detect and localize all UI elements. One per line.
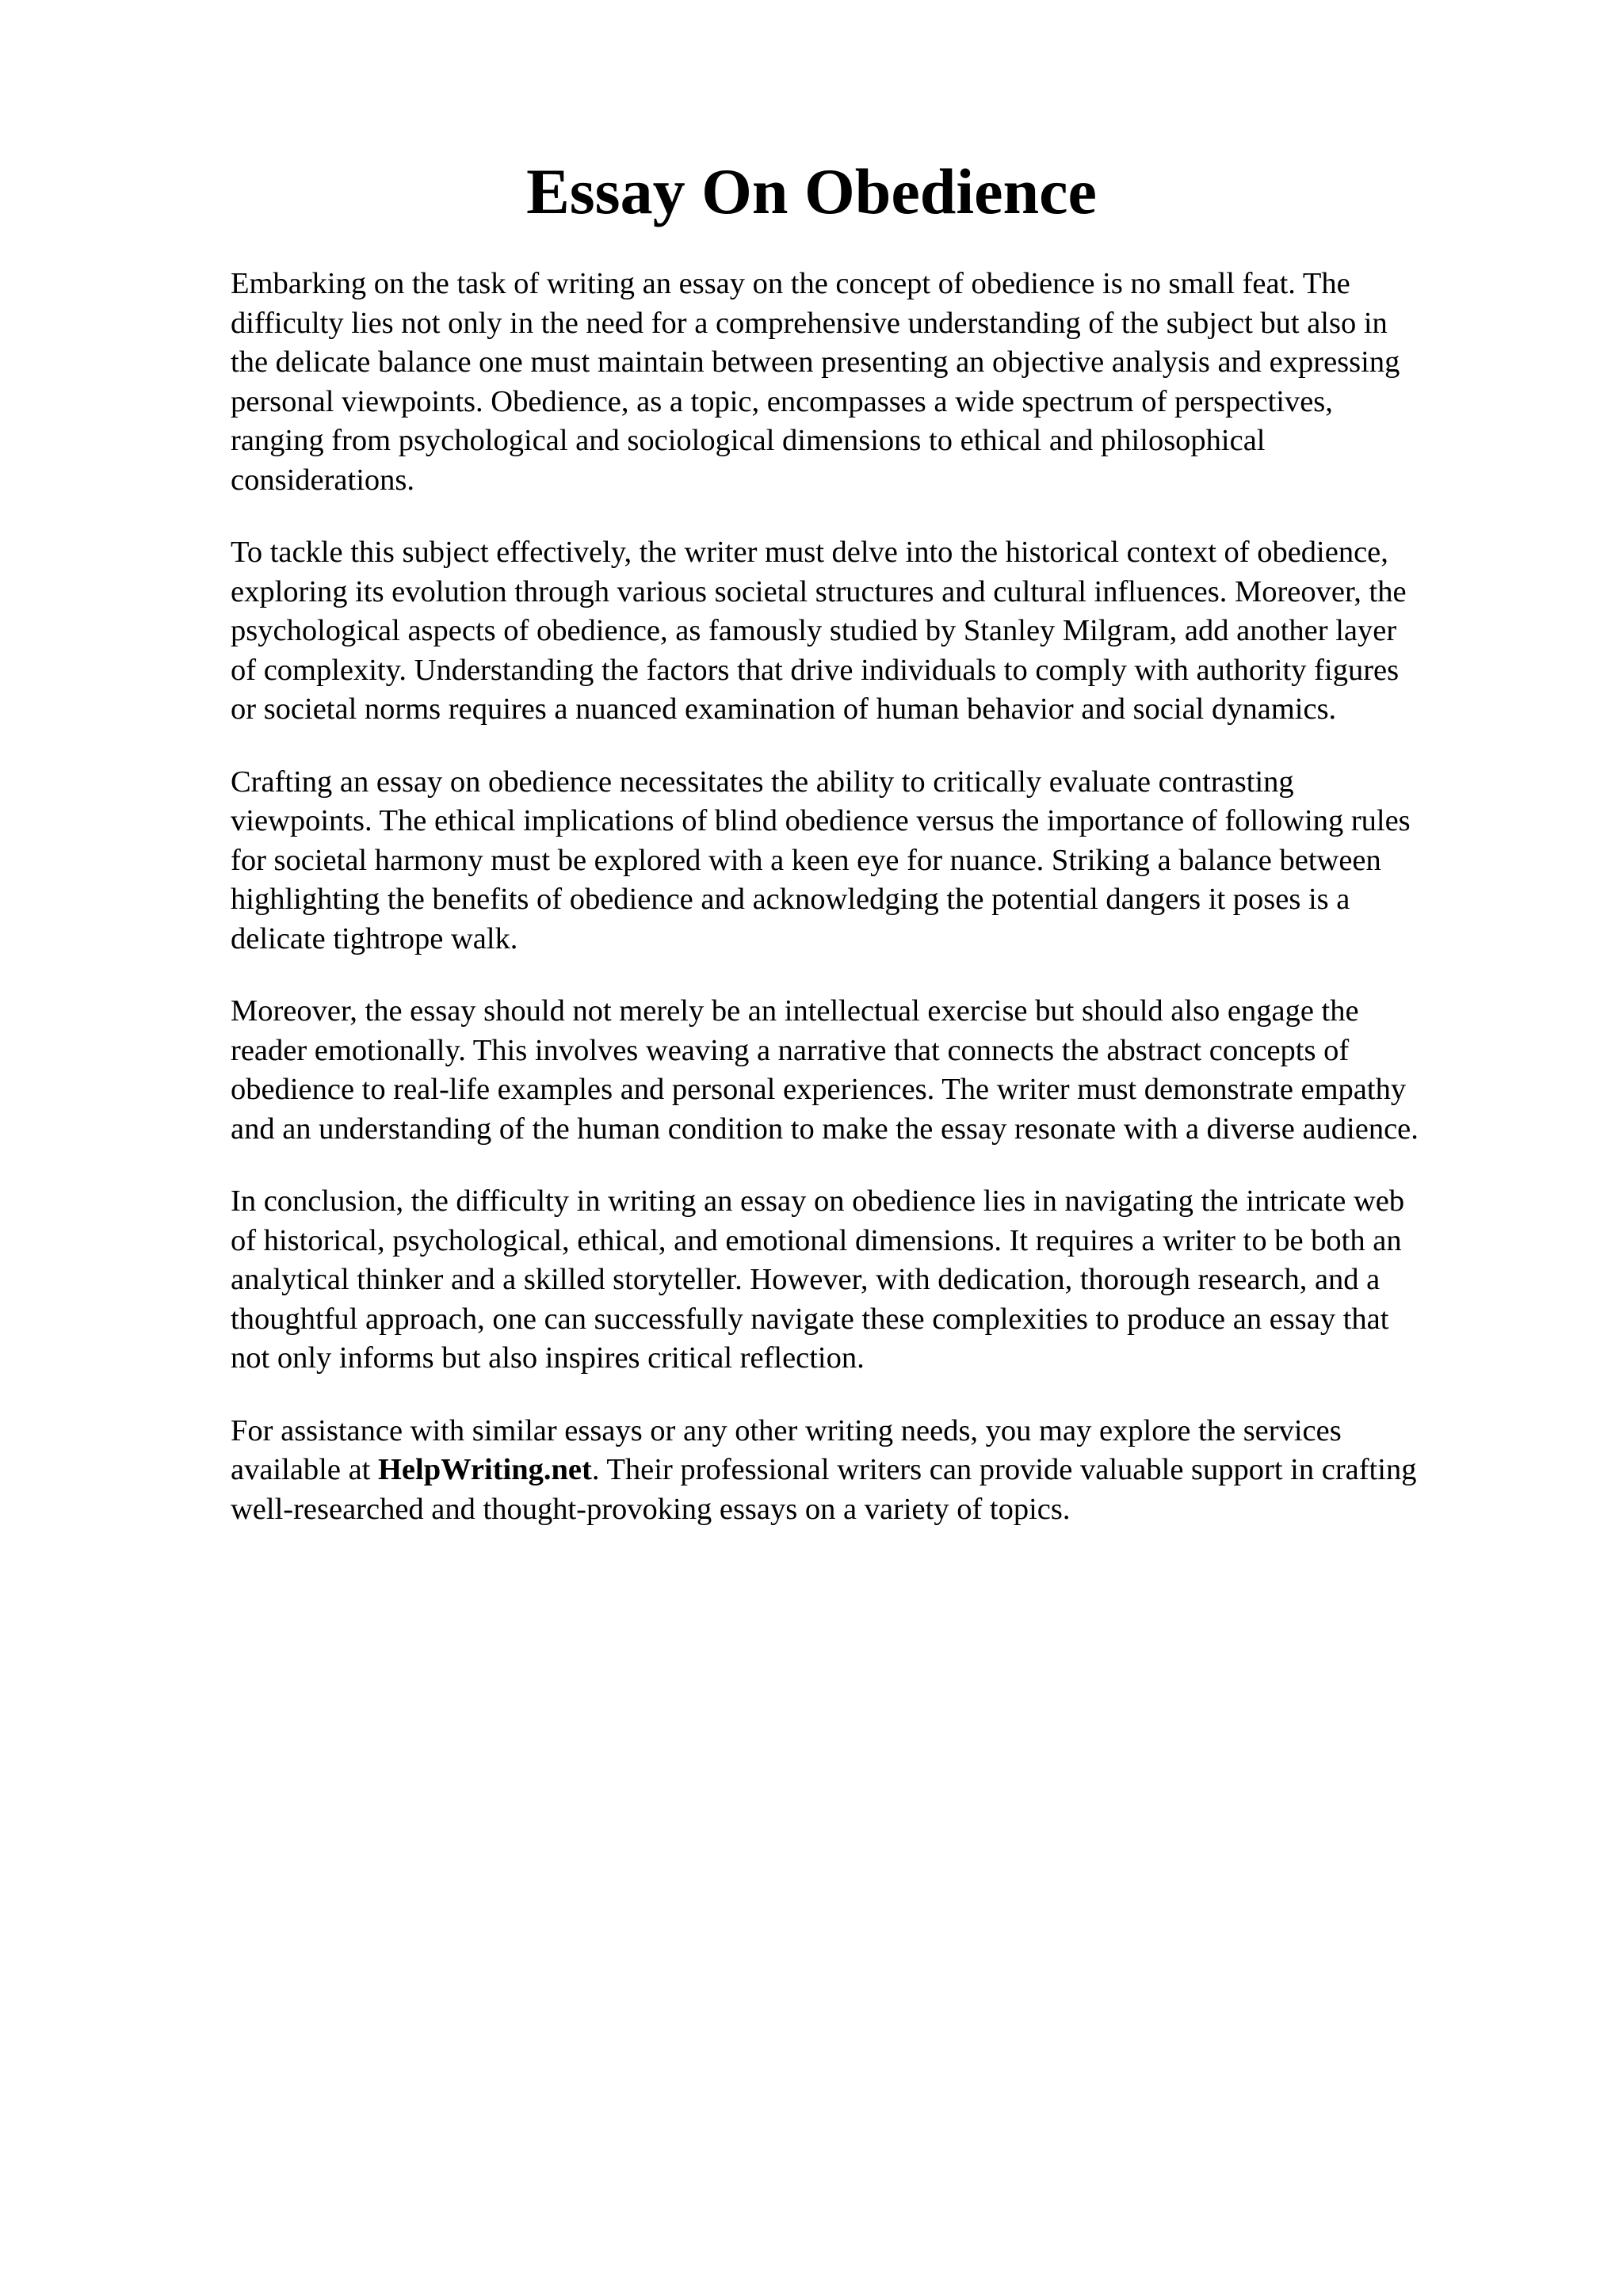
paragraph-5: [231, 1182, 1530, 1379]
paragraph-1: [231, 265, 1530, 500]
paragraph-closing: [231, 1412, 1530, 1530]
text-line: viewpoints. The ethical implications of blind obedience versus the importance of following rules: [231, 804, 1411, 837]
text-line: of complexity. Understanding the factors that drive individuals to comply with authority figures: [231, 653, 1400, 687]
text-line-with-link: [231, 1451, 1530, 1490]
text-line: the delicate balance one must maintain between presenting an objective analysis and expressing: [231, 345, 1400, 379]
text-segment: available at: [231, 1453, 378, 1486]
text-line: psychological aspects of obedience, as famously studied by Stanley Milgram, add another layer: [231, 614, 1397, 647]
text-line: well-researched and thought-provoking essays on a variety of topics.: [231, 1492, 1071, 1526]
text-line: Embarking on the task of writing an essay on the concept of obedience is no small feat. The: [231, 267, 1350, 300]
text-line: or societal norms requires a nuanced examination of human behavior and social dynamics.: [231, 692, 1337, 726]
paragraph-3: [231, 763, 1530, 959]
page-title: Essay On Obedience: [526, 155, 1097, 227]
text-line: To tackle this subject effectively, the writer must delve into the historical context of obedience,: [231, 536, 1388, 569]
paragraph-2: [231, 533, 1530, 730]
text-line: personal viewpoints. Obedience, as a topic, encompasses a wide spectrum of perspectives,: [231, 384, 1333, 418]
text-line: and an understanding of the human condition to make the essay resonate with a diverse audience.: [231, 1112, 1419, 1146]
text-line: difficulty lies not only in the need for a comprehensive understanding of the subject but also in: [231, 306, 1388, 340]
text-line: not only informs but also inspires critical reflection.: [231, 1341, 865, 1375]
text-line: analytical thinker and a skilled storyteller. However, with dedication, thorough research, and a: [231, 1263, 1381, 1296]
essay-body: [231, 265, 1530, 1562]
paragraph-4: [231, 992, 1530, 1149]
text-line: ranging from psychological and sociological dimensions to ethical and philosophical: [231, 424, 1266, 457]
text-line: Crafting an essay on obedience necessitates the ability to critically evaluate contrasting: [231, 765, 1294, 799]
text-line: highlighting the benefits of obedience and acknowledging the potential dangers it poses is a: [231, 883, 1350, 916]
text-line: Moreover, the essay should not merely be an intellectual exercise but should also engage the: [231, 994, 1359, 1028]
text-line: In conclusion, the difficulty in writing an essay on obedience lies in navigating the intricate web: [231, 1184, 1405, 1218]
text-line: For assistance with similar essays or any other writing needs, you may explore the services: [231, 1413, 1342, 1447]
text-line: delicate tightrope walk.: [231, 921, 518, 955]
text-line: thoughtful approach, one can successfully navigate these complexities to produce an essay that: [231, 1302, 1389, 1336]
text-line: for societal harmony must be explored with a keen eye for nuance. Striking a balance between: [231, 843, 1381, 877]
text-line: obedience to real-life examples and personal experiences. The writer must demonstrate empathy: [231, 1073, 1407, 1106]
text-line: reader emotionally. This involves weaving a narrative that connects the abstract concepts of: [231, 1033, 1350, 1067]
text-segment: . Their professional writers can provide valuable support in crafting: [591, 1453, 1417, 1486]
helpwriting-link[interactable]: HelpWriting.net: [377, 1453, 592, 1486]
text-line: exploring its evolution through various societal structures and cultural influences. Moreover, the: [231, 574, 1407, 608]
text-line: of historical, psychological, ethical, and emotional dimensions. It requires a writer to be both an: [231, 1223, 1402, 1257]
text-line: considerations.: [231, 463, 415, 497]
